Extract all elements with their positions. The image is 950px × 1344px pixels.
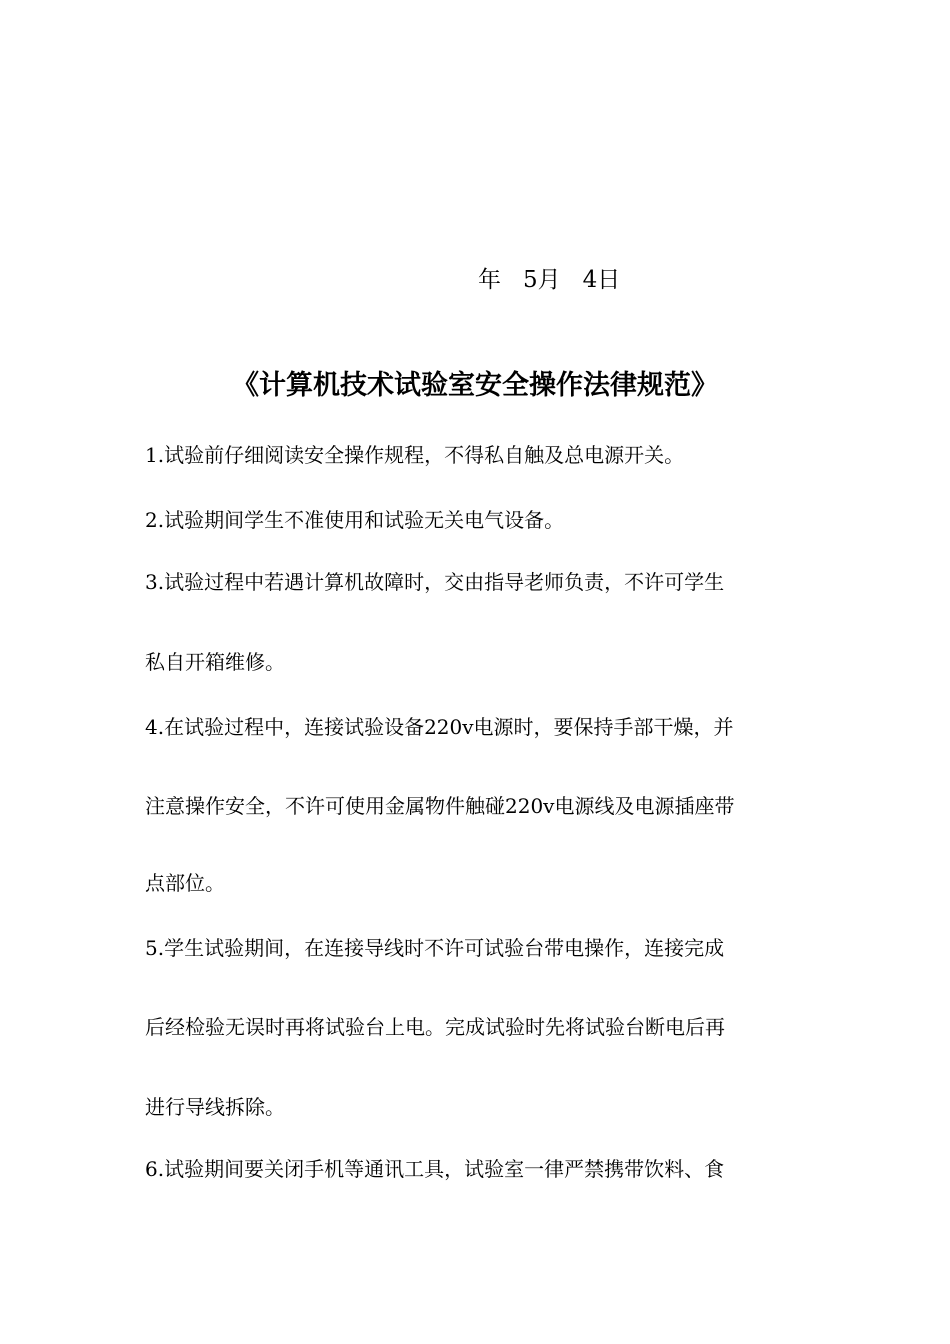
date-year: 年 — [478, 267, 501, 293]
date-day: 4日 — [582, 267, 621, 293]
text-line-1: 1.试验前仔细阅读安全操作规程，不得私自触及总电源开关。 — [145, 443, 685, 467]
text-line-5: 4.在试验过程中，连接试验设备220v电源时，要保持手部干燥，并 — [145, 715, 734, 739]
date-month: 5月 — [523, 267, 561, 293]
text-line-6: 注意操作安全，不许可使用金属物件触碰220v电源线及电源插座带 — [145, 794, 735, 818]
text-line-8: 5.学生试验期间，在连接导线时不许可试验台带电操作，连接完成 — [145, 936, 725, 960]
text-line-7: 点部位。 — [145, 871, 225, 895]
document-title: 《计算机技术试验室安全操作法律规范》 — [232, 370, 718, 401]
text-line-4: 私自开箱维修。 — [145, 650, 285, 674]
text-line-11: 6.试验期间要关闭手机等通讯工具，试验室一律严禁携带饮料、食 — [145, 1157, 725, 1181]
text-line-9: 后经检验无误时再将试验台上电。完成试验时先将试验台断电后再 — [145, 1015, 725, 1039]
text-line-10: 进行导线拆除。 — [145, 1095, 285, 1119]
text-line-3: 3.试验过程中若遇计算机故障时，交由指导老师负责，不许可学生 — [145, 570, 725, 594]
text-line-2: 2.试验期间学生不准使用和试验无关电气设备。 — [145, 508, 565, 532]
date-line — [478, 262, 620, 298]
